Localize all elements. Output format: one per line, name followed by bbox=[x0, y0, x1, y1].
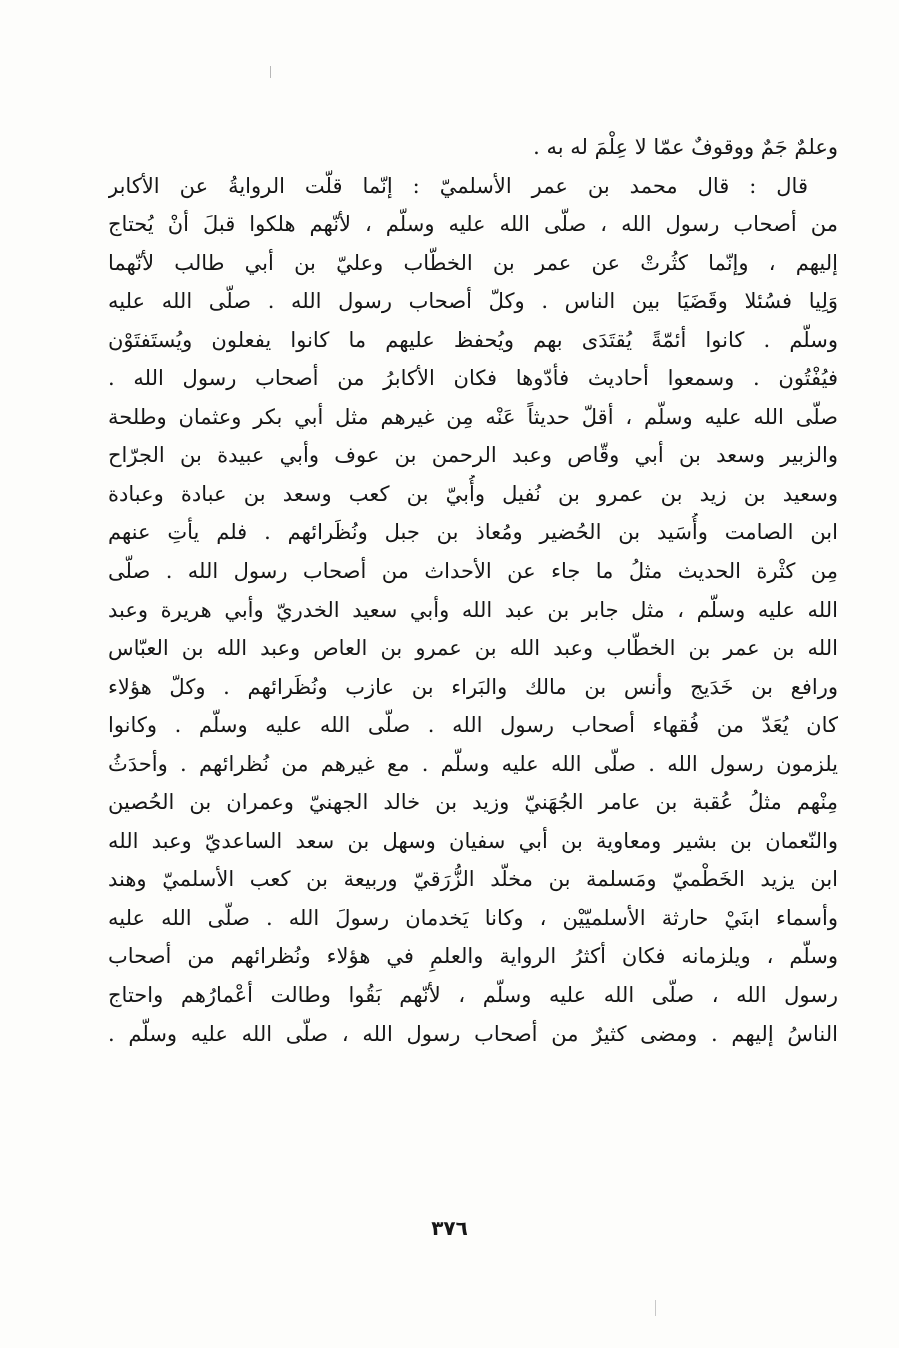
text-line: وعلمٌ جَمٌ ووقوفٌ عمّا لا عِلْمَ له به . bbox=[533, 135, 838, 159]
text-line: مِنْهم مثلُ عُقبة بن عامر الجُهَنيّ وزيد بن خالد الجهنيّ وعمران بن الحُصين bbox=[108, 790, 838, 815]
text-line: فيُفْتُون . وسمعوا أحاديث فأدّوها فكان الأكابرُ من أصحاب رسول الله . bbox=[108, 366, 838, 391]
text-line: رسول الله ، صلّى الله عليه وسلّم ، لأنّهم بَقُوا وطالت أعْمارُهم واحتاج bbox=[108, 983, 838, 1008]
text-line: قال : قال محمد بن عمر الأسلميّ : إنّما قلّت الروايةُ عن الأكابر bbox=[108, 173, 808, 198]
text-line: صلّى الله عليه وسلّم ، أقلّ حديثاً عَنْه مِن غيرهم مثل أبي بكر وعثمان وطلحة bbox=[108, 404, 838, 429]
text-line: إليهم ، وإنّما كثُرتْ عن عمر بن الخطّاب وعليّ بن أبي طالب لأنّهما bbox=[108, 250, 838, 275]
text-line: من أصحاب رسول الله ، صلّى الله عليه وسلّم ، لأنّهم هلكوا قبلَ أنْ يُحتاج bbox=[108, 212, 838, 237]
page-number: ٣٧٦ bbox=[431, 1216, 468, 1240]
text-line: وسلّم ، ويلزمانه فكان أكثرُ الرواية والعلمِ في هؤلاء ونُظرائهم من أصحاب bbox=[108, 944, 838, 969]
text-line: ابن يزيد الخَطْميّ ومَسلمة بن مخلّد الزُّرَقيّ وربيعة بن كعب الأسلميّ وهند bbox=[108, 867, 838, 892]
scan-mark-bottom bbox=[655, 1300, 659, 1316]
text-line: يلزمون رسول الله . صلّى الله عليه وسلّم . مع غيرهم من نُظرائهم . وأحدَثُ bbox=[108, 751, 838, 776]
text-line: وسلّم . كانوا أئمّةً يُقتَدَى بهم ويُحفظ عليهم ما كانوا يفعلون ويُستَفتَوْن bbox=[108, 327, 838, 352]
text-line: والزبير وسعد بن أبي وقّاص وعبد الرحمن بن عوف وأبي عبيدة بن الجرّاح bbox=[108, 443, 838, 468]
text-line: الله بن عمر بن الخطّاب وعبد الله بن عمرو بن العاص وعبد الله بن العبّاس bbox=[108, 636, 838, 661]
text-line: وسعيد بن زيد بن عمرو بن نُفيل وأُبيّ بن كعب وسعد بن عبادة وعبادة bbox=[108, 481, 838, 506]
scan-mark bbox=[270, 66, 271, 78]
text-line: وأسماء ابنَيْ حارثة الأسلميّيْن ، وكانا يَخدمان رسولَ الله . صلّى الله عليه bbox=[108, 905, 838, 930]
text-line: والنّعمان بن بشير ومعاوية بن أبي سفيان وسهل بن سعد الساعديّ وعبد الله bbox=[108, 828, 838, 853]
text-line: ورافع بن خَدَيج وأنس بن مالك والبَراء بن عازب ونُظَرائهم . وكلّ هؤلاء bbox=[108, 674, 838, 699]
text-line: وَلِيا فسُئلا وقَضَيَا بين الناس . وكلّ أصحاب رسول الله . صلّى الله عليه bbox=[108, 289, 838, 314]
text-line: كان يُعَدّ من فُقهاء أصحاب رسول الله . صلّى الله عليه وسلّم . وكانوا bbox=[108, 713, 838, 738]
text-line: مِن كثْرة الحديث مثلُ ما جاء عن الأحداث من أصحاب رسول الله . صلّى bbox=[108, 559, 838, 584]
text-line: ابن الصامت وأُسَيد بن الحُضير ومُعاذ بن جبل ونُظَرائهم . فلم يأتِ عنهم bbox=[108, 520, 838, 545]
text-line: الناسُ إليهم . ومضى كثيرٌ من أصحاب رسول الله ، صلّى الله عليه وسلّم . bbox=[108, 1021, 838, 1046]
text-line: الله عليه وسلّم ، مثل جابر بن عبد الله وأبي سعيد الخدريّ وأبي هريرة وعبد bbox=[108, 597, 838, 622]
body-text bbox=[108, 128, 838, 1053]
